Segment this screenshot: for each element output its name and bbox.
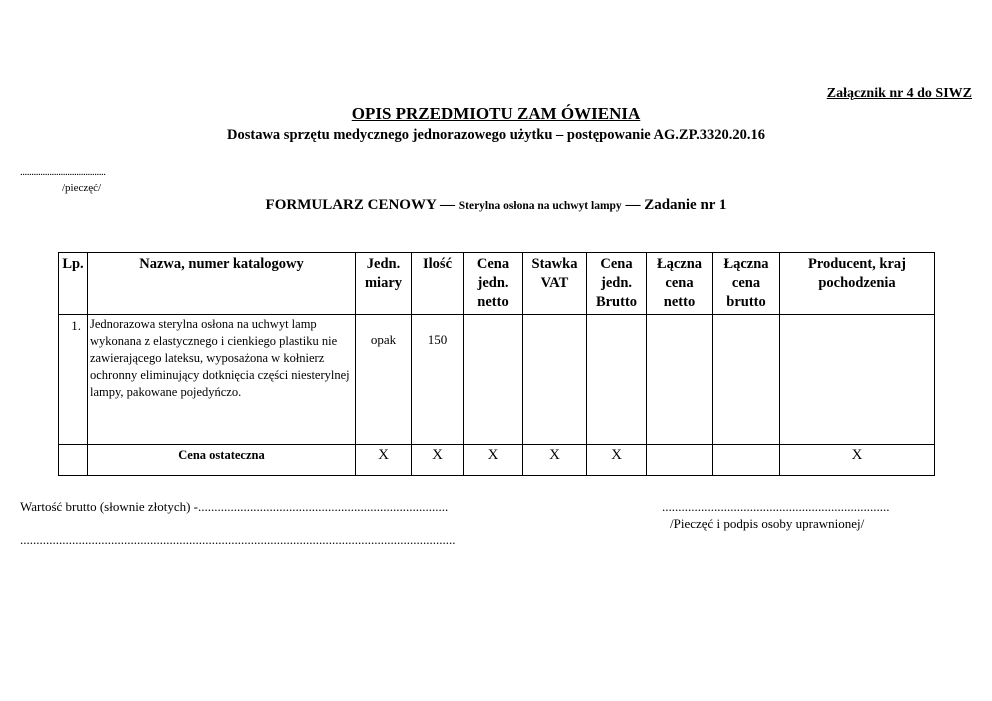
form-title-task: — Zadanie nr 1 xyxy=(621,197,727,213)
form-title-main: FORMULARZ CENOWY — xyxy=(265,197,459,213)
final-unit-x: X xyxy=(356,445,412,476)
annex-label: Załącznik nr 4 do SIWZ xyxy=(826,86,972,101)
final-total-net xyxy=(647,445,713,476)
final-qty-x: X xyxy=(412,445,464,476)
header-total-gross: Łączna cena brutto xyxy=(713,253,780,315)
header-qty: Ilość xyxy=(412,253,464,315)
table-row xyxy=(59,315,935,445)
final-total-gross xyxy=(713,445,780,476)
final-gross-price-x: X xyxy=(587,445,647,476)
header-lp: Lp. xyxy=(59,253,88,315)
header-producer: Producent, kraj pochodzenia xyxy=(780,253,935,315)
form-title-item: Sterylna osłona na uchwyt lampy xyxy=(458,200,622,212)
cell-unit: opak xyxy=(356,315,412,445)
final-net-price-x: X xyxy=(464,445,523,476)
final-vat-x: X xyxy=(523,445,587,476)
header-gross-price: Cena jedn. Brutto xyxy=(587,253,647,315)
header-net-price: Cena jedn. netto xyxy=(464,253,523,315)
cell-net-price xyxy=(464,315,523,445)
continuation-dots: ...................................................................................................................................... xyxy=(20,532,456,547)
price-table xyxy=(58,252,935,476)
cell-gross-price xyxy=(587,315,647,445)
signature-label: /Pieczęć i podpis osoby uprawnionej/ xyxy=(670,516,865,531)
signature-dots: ...................................................................... xyxy=(662,499,890,514)
table-header-row xyxy=(59,253,935,315)
cell-producer xyxy=(780,315,935,445)
cell-qty: 150 xyxy=(412,315,464,445)
cell-lp-empty xyxy=(59,445,88,476)
form-title xyxy=(0,196,992,214)
header-unit: Jedn. miary xyxy=(356,253,412,315)
stamp-label: /pieczęć/ xyxy=(62,182,102,194)
cell-total-gross xyxy=(713,315,780,445)
cell-name: Jednorazowa sterylna osłona na uchwyt lamp wykonana z elastycznego i cienkiego plastiku nie zawierającego lateksu, wyposażona w kołnierz ochronny eliminujący dotknięcia części niesterylnej lampy, pakowane pojedyńczo. xyxy=(88,315,356,445)
header-name: Nazwa, numer katalogowy xyxy=(88,253,356,315)
final-price-row xyxy=(59,445,935,476)
header-total-net: Łączna cena netto xyxy=(647,253,713,315)
cell-vat xyxy=(523,315,587,445)
gross-value-words-line: Wartość brutto (słownie złotych) -............................................................................. xyxy=(20,499,449,514)
final-price-label: Cena ostateczna xyxy=(88,445,356,476)
cell-lp: 1. xyxy=(59,315,88,445)
document-title: OPIS PRZEDMIOTU ZAM ÓWIENIA xyxy=(351,104,641,123)
cell-total-net xyxy=(647,315,713,445)
final-producer-x: X xyxy=(780,445,935,476)
header-vat: Stawka VAT xyxy=(523,253,587,315)
stamp-dots: ...................................... xyxy=(20,166,106,178)
document-subtitle: Dostawa sprzętu medycznego jednorazowego użytku – postępowanie AG.ZP.3320.20.16 xyxy=(227,127,765,143)
